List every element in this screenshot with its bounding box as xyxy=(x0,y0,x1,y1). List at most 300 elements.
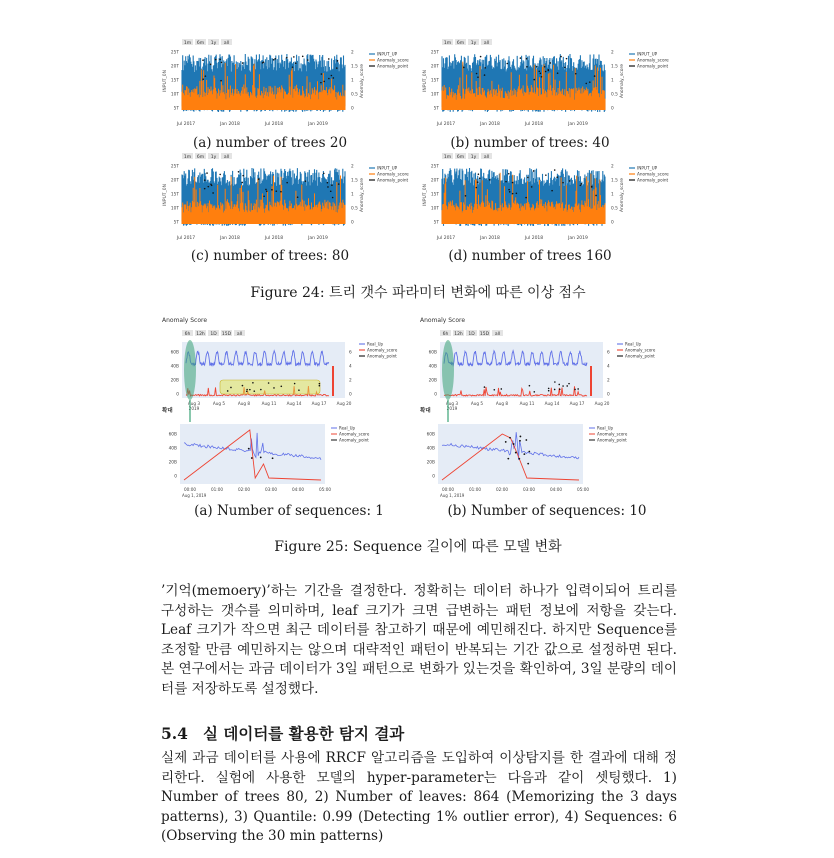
anomaly-point xyxy=(501,388,503,390)
y-right-tick: 2 xyxy=(611,50,614,56)
anomaly-point xyxy=(331,184,333,186)
x-tick: Jul 2017 xyxy=(176,122,196,127)
anomaly-point xyxy=(525,197,527,199)
anomaly-point xyxy=(531,186,533,188)
range-button-label: 1m xyxy=(183,155,192,160)
y-left-label: INPUT_0N xyxy=(163,184,168,206)
chart-title: Anomaly Score xyxy=(162,317,208,324)
zoom-y-tick: 0 xyxy=(432,474,435,480)
x-tick: Aug 5 xyxy=(470,401,484,406)
section-number: 5.4 xyxy=(161,724,188,743)
range-button-label: 1D xyxy=(468,332,475,337)
anomaly-point xyxy=(465,195,467,197)
x-tick: Jan 2018 xyxy=(480,122,500,127)
fig24-panel-b xyxy=(420,38,669,130)
y-left-tick: 5T xyxy=(173,220,179,226)
anomaly-point xyxy=(221,62,223,64)
x-tick: Aug 3 xyxy=(187,401,201,406)
anomaly-point xyxy=(292,66,294,68)
anomaly-point xyxy=(263,195,265,197)
anomaly-point xyxy=(540,73,542,75)
anomaly-point xyxy=(566,385,568,387)
zoom-y-tick: 40B xyxy=(426,446,435,452)
anomaly-point xyxy=(205,75,207,77)
anomaly-point xyxy=(551,190,553,192)
section-heading xyxy=(161,722,404,744)
anomaly-point xyxy=(544,66,546,68)
anomaly-point xyxy=(294,383,296,385)
anomaly-point xyxy=(509,191,511,193)
zoom-anomaly-point xyxy=(527,463,529,465)
zoom-x-tick: 03:00 xyxy=(522,487,536,492)
anomaly-point xyxy=(207,186,209,188)
x-tick: Jan 2018 xyxy=(220,236,240,241)
x-tick: Aug 8 xyxy=(237,401,251,406)
anomaly-point xyxy=(580,185,582,187)
anomaly-point xyxy=(249,389,251,391)
legend-label: Real_Up xyxy=(367,341,384,347)
highlight-box xyxy=(220,380,320,394)
anomaly-point xyxy=(319,385,321,387)
anomaly-point xyxy=(219,59,221,61)
zoom-x-tick: 04:00 xyxy=(291,487,305,492)
section-title: 실 데이터를 활용한 탐지 결과 xyxy=(203,724,405,743)
anomaly-point xyxy=(242,385,244,387)
y-left-label: INPUT_0N xyxy=(423,184,428,206)
anomaly-point xyxy=(286,182,288,184)
anomaly-point xyxy=(280,191,282,193)
anomaly-point xyxy=(489,179,491,181)
zoom-anomaly-point xyxy=(523,453,525,455)
x-tick: Jul 2018 xyxy=(264,236,284,241)
anomaly-point xyxy=(204,188,206,190)
anomaly-point xyxy=(202,78,204,80)
legend-label: Anomaly_score xyxy=(377,57,409,63)
zoom-x-tick: 01:00 xyxy=(468,487,482,492)
legend-label: Anomaly_point xyxy=(637,177,669,183)
body-paragraph-1 xyxy=(161,582,677,700)
y-right-tick: 0 xyxy=(351,220,354,226)
anomaly-point xyxy=(589,81,591,83)
anomaly-point xyxy=(548,388,550,390)
anomaly-point xyxy=(526,58,528,60)
y-right-tick: 1 xyxy=(611,192,614,198)
y-right-tick: 0 xyxy=(351,106,354,112)
y-left-tick: 40B xyxy=(170,364,179,370)
range-button-label: 1y xyxy=(470,41,477,46)
y-left-tick: 25T xyxy=(430,164,439,170)
zoom-anomaly-point xyxy=(515,452,517,454)
highlight-ellipse xyxy=(184,340,196,400)
legend-label: Real_Up xyxy=(625,341,642,347)
y-left-tick: 0 xyxy=(434,392,437,398)
zoom-x-tick: 05:00 xyxy=(576,487,590,492)
y-left-tick: 60B xyxy=(170,350,179,356)
anomaly-point xyxy=(275,190,277,192)
y-right-tick: 6 xyxy=(607,350,610,356)
zoom-y-tick: 20B xyxy=(426,460,435,466)
zoom-legend-label: Real_Up xyxy=(339,425,356,431)
anomaly-point xyxy=(327,186,329,188)
y-right-tick: 4 xyxy=(607,364,610,370)
range-button-label: all xyxy=(494,332,501,337)
anomaly-point xyxy=(548,390,550,392)
range-button-label: 15D xyxy=(479,332,490,337)
y-right-tick: 2 xyxy=(349,378,352,384)
range-button-label: all xyxy=(236,332,243,337)
y-right-label: Anomaly_score xyxy=(360,63,365,99)
anomaly-point xyxy=(564,67,566,69)
anomaly-point xyxy=(302,56,304,58)
anomaly-point xyxy=(206,172,208,174)
anomaly-point xyxy=(566,58,568,60)
anomaly-point xyxy=(242,175,244,177)
anomaly-point xyxy=(478,173,480,175)
y-left-tick: 10T xyxy=(430,92,439,98)
fig25-caption-a: (a) Number of sequences: 1 xyxy=(194,503,384,519)
anomaly-point xyxy=(305,180,307,182)
y-left-tick: 20T xyxy=(170,64,179,70)
anomaly-point xyxy=(328,78,330,80)
y-right-label: Anomaly_score xyxy=(620,177,625,213)
zoom-x-tick: 02:00 xyxy=(237,487,251,492)
zoom-anomaly-point xyxy=(505,441,507,443)
zoom-x-tick: 03:00 xyxy=(264,487,278,492)
range-button-label: all xyxy=(483,41,490,46)
anomaly-point xyxy=(545,71,547,73)
range-button-label: 1m xyxy=(443,41,452,46)
y-right-tick: 1 xyxy=(351,78,354,84)
legend-label: INPUT_UP xyxy=(637,165,658,171)
legend-label: Anomaly_score xyxy=(367,347,398,353)
anomaly-point xyxy=(569,180,571,182)
x-tick: Jul 2018 xyxy=(524,236,544,241)
zoom-anomaly-point xyxy=(272,457,274,459)
anomaly-point xyxy=(219,174,221,176)
anomaly-point xyxy=(220,80,222,82)
anomaly-point xyxy=(204,179,206,181)
anomaly-point xyxy=(295,62,297,64)
figure25-caption: Figure 25: Sequence 길이에 따른 모델 변화 xyxy=(274,539,562,555)
zoom-legend-label: Real_Up xyxy=(597,425,614,431)
x-tick: Jan 2019 xyxy=(568,122,588,127)
range-button-label: all xyxy=(483,155,490,160)
zoom-x-tick: 05:00 xyxy=(318,487,332,492)
legend-label: Anomaly_score xyxy=(625,347,656,353)
y-left-tick: 20T xyxy=(430,64,439,70)
y-left-tick: 25T xyxy=(170,164,179,170)
anomaly-point xyxy=(577,388,579,390)
anomaly-point xyxy=(526,66,528,68)
zoom-legend-label: Anomaly_score xyxy=(339,431,370,437)
zoom-legend-label: Anomaly_point xyxy=(597,437,627,443)
x-tick: Aug 17 xyxy=(311,401,327,406)
anomaly-point xyxy=(562,385,564,387)
range-button-label: 1D xyxy=(210,332,217,337)
y-right-tick: 1 xyxy=(351,192,354,198)
y-left-tick: 20T xyxy=(430,178,439,184)
y-right-tick: 0 xyxy=(607,392,610,398)
y-right-tick: 2 xyxy=(351,50,354,56)
anomaly-point xyxy=(252,382,254,384)
x-tick: 2019 xyxy=(188,406,200,411)
y-right-tick: 2 xyxy=(351,164,354,170)
anomaly-point xyxy=(297,196,299,198)
y-right-tick: 2 xyxy=(607,378,610,384)
fig24-caption-a: (a) number of trees 20 xyxy=(192,135,348,151)
anomaly-point xyxy=(558,384,560,386)
fig24-panel-d xyxy=(420,152,669,244)
zoom-anomaly-point xyxy=(513,443,515,445)
zoom-anomaly-point xyxy=(251,457,253,459)
anomaly-point xyxy=(506,63,508,65)
x-tick: Aug 8 xyxy=(495,401,509,406)
range-button-label: all xyxy=(223,41,230,46)
legend-label: INPUT_UP xyxy=(637,51,658,57)
range-button-label: 12h xyxy=(454,332,463,337)
y-right-tick: 1 xyxy=(611,78,614,84)
x-tick: Aug 3 xyxy=(445,401,459,406)
anomaly-point xyxy=(273,59,275,61)
anomaly-point xyxy=(330,190,332,192)
anomaly-point xyxy=(533,391,535,393)
anomaly-point xyxy=(286,57,288,59)
anomaly-point xyxy=(293,56,295,58)
legend-label: Anomaly_point xyxy=(377,63,409,69)
zoom-anomaly-point xyxy=(525,439,527,441)
anomaly-point xyxy=(210,64,212,66)
y-left-tick: 25T xyxy=(170,50,179,56)
x-tick: Jan 2019 xyxy=(568,236,588,241)
anomaly-point xyxy=(533,170,535,172)
y-left-tick: 10T xyxy=(430,206,439,212)
zoom-y-tick: 60B xyxy=(426,432,435,438)
y-left-tick: 15T xyxy=(430,78,439,84)
y-right-tick: 0.5 xyxy=(611,92,618,98)
anomaly-point xyxy=(258,178,260,180)
legend-label: Anomaly_score xyxy=(637,57,669,63)
legend-label: Anomaly_point xyxy=(625,353,655,359)
anomaly-point xyxy=(215,59,217,61)
anomaly-point xyxy=(262,62,264,64)
range-button-label: 6h xyxy=(442,332,449,337)
legend-label: Anomaly_score xyxy=(377,171,409,177)
y-left-tick: 20T xyxy=(170,178,179,184)
range-button-label: 1m xyxy=(183,41,192,46)
x-tick: Aug 11 xyxy=(261,401,277,406)
x-tick: Jan 2018 xyxy=(480,236,500,241)
x-tick: Aug 11 xyxy=(519,401,535,406)
y-right-label: Anomaly_score xyxy=(620,63,625,99)
range-button-label: 1y xyxy=(470,155,477,160)
y-left-tick: 60B xyxy=(428,350,437,356)
anomaly-point xyxy=(508,173,510,175)
x-tick: Jan 2018 xyxy=(220,122,240,127)
anomaly-point xyxy=(321,73,323,75)
fig24-caption-b: (b) number of trees: 40 xyxy=(450,135,610,151)
zoom-x-tick: 00:00 xyxy=(441,487,455,492)
anomaly-point xyxy=(595,195,597,197)
x-tick: 2019 xyxy=(446,406,458,411)
zoom-x-tick: 01:00 xyxy=(210,487,224,492)
anomaly-point xyxy=(476,73,478,75)
anomaly-point xyxy=(575,73,577,75)
x-tick: Jul 2018 xyxy=(264,122,284,127)
anomaly-point xyxy=(210,184,212,186)
anomaly-point xyxy=(562,182,564,184)
y-left-tick: 0 xyxy=(176,392,179,398)
zoom-y-tick: 20B xyxy=(168,460,177,466)
range-button-label: 6m xyxy=(196,41,205,46)
zoom-x-tick: 04:00 xyxy=(549,487,563,492)
y-left-tick: 20B xyxy=(170,378,179,384)
anomaly-point xyxy=(274,58,276,60)
y-right-tick: 1.5 xyxy=(351,178,358,184)
anomaly-point xyxy=(253,390,255,392)
range-button-label: 12h xyxy=(196,332,205,337)
x-tick: Aug 14 xyxy=(544,401,560,406)
y-right-tick: 2 xyxy=(611,164,614,170)
anomaly-point xyxy=(271,189,273,191)
anomaly-point xyxy=(585,83,587,85)
anomaly-point xyxy=(265,189,267,191)
zoom-label: 확대 xyxy=(162,408,173,414)
y-left-label: INPUT_0N xyxy=(423,70,428,92)
anomaly-point xyxy=(280,385,282,387)
anomaly-point xyxy=(479,177,481,179)
range-button-label: 6m xyxy=(456,155,465,160)
chart-title: Anomaly Score xyxy=(420,317,466,324)
zoom-anomaly-point xyxy=(528,451,530,453)
anomaly-point xyxy=(554,389,556,391)
zoom-anomaly-point xyxy=(507,458,509,460)
zoom-legend-label: Anomaly_score xyxy=(597,431,628,437)
anomaly-point xyxy=(557,72,559,74)
fig25-panel-b xyxy=(418,314,658,499)
anomaly-point xyxy=(560,56,562,58)
y-left-tick: 10T xyxy=(170,92,179,98)
anomaly-point xyxy=(533,79,535,81)
anomaly-point xyxy=(260,389,262,391)
zoom-y-tick: 0 xyxy=(174,474,177,480)
anomaly-point xyxy=(476,187,478,189)
anomaly-point xyxy=(554,169,556,171)
anomaly-point xyxy=(319,383,321,385)
anomaly-point xyxy=(477,181,479,183)
paragraph-1-text: ’기억(memoery)’하는 기간을 결정한다. 정확히는 데이터 하나가 입력이되어 트리를 구성하는 갯수를 의미하며, leaf 크기가 크면 급변하는 패턴 정보에 저항을 갖는다. Leaf 크기가 작으면 최근 데이터를 참고하기 때문에 예민해진다. 하지만 Sequence를 조정할 만큼 예민하지는 않으며 대략적인 패턴이 반복되는 기간 값으로 설정하면 된다. 본 연구에서는 과금 데이터가 3일 패턴으로 변화가 있는것을 확인하여, 3일 분량의 데이터를 저장하도록 설정했다. xyxy=(161,583,677,697)
anomaly-point xyxy=(594,75,596,77)
y-left-tick: 15T xyxy=(170,78,179,84)
x-tick: Aug 5 xyxy=(212,401,226,406)
anomaly-point xyxy=(266,190,268,192)
zoom-x-tick: 02:00 xyxy=(495,487,509,492)
zoom-label: 확대 xyxy=(420,408,431,414)
x-tick: Aug 20 xyxy=(594,401,610,406)
y-right-tick: 0.5 xyxy=(351,92,358,98)
legend-label: INPUT_UP xyxy=(377,165,398,171)
zoom-anomaly-point xyxy=(509,437,511,439)
anomaly-point xyxy=(337,60,339,62)
zoom-date: Aug 1, 2019 xyxy=(182,493,207,498)
legend-label: Anomaly_point xyxy=(367,353,397,359)
anomaly-point xyxy=(574,389,576,391)
anomaly-point xyxy=(527,177,529,179)
y-right-tick: 1.5 xyxy=(611,64,618,70)
anomaly-point xyxy=(480,56,482,58)
x-tick: Jan 2019 xyxy=(308,122,328,127)
anomaly-point xyxy=(554,381,556,383)
legend-label: Anomaly_point xyxy=(637,63,669,69)
zoom-date: Aug 1, 2019 xyxy=(440,493,465,498)
anomaly-point xyxy=(242,62,244,64)
figure24-caption: Figure 24: 트리 갯수 파라미터 변화에 따른 이상 점수 xyxy=(250,285,586,301)
anomaly-point xyxy=(568,383,570,385)
y-left-tick: 5T xyxy=(173,106,179,112)
anomaly-point xyxy=(273,387,275,389)
x-tick: Aug 17 xyxy=(569,401,585,406)
fig24-caption-c: (c) number of trees: 80 xyxy=(190,248,350,264)
zoom-anomaly-point xyxy=(260,457,262,459)
anomaly-point xyxy=(538,71,540,73)
fig25-caption-b: (b) Number of sequences: 10 xyxy=(447,503,647,519)
anomaly-point xyxy=(333,77,335,79)
anomaly-point xyxy=(516,193,518,195)
fig24-panel-c xyxy=(160,152,409,244)
zoom-anomaly-point xyxy=(518,458,520,460)
anomaly-point xyxy=(332,197,334,199)
anomaly-point xyxy=(536,66,538,68)
zoom-y-tick: 40B xyxy=(168,446,177,452)
anomaly-point xyxy=(202,59,204,61)
anomaly-point xyxy=(505,181,507,183)
highlight-ellipse xyxy=(442,340,454,400)
body-paragraph-2 xyxy=(161,749,677,847)
y-left-tick: 20B xyxy=(428,378,437,384)
legend-label: Anomaly_point xyxy=(377,177,409,183)
y-right-tick: 0.5 xyxy=(611,206,618,212)
range-button-label: 1m xyxy=(443,155,452,160)
anomaly-point xyxy=(493,389,495,391)
anomaly-point xyxy=(336,67,338,69)
anomaly-point xyxy=(298,389,300,391)
anomaly-point xyxy=(520,57,522,59)
range-button-label: 6h xyxy=(184,332,191,337)
anomaly-point xyxy=(241,182,243,184)
y-right-tick: 0 xyxy=(611,106,614,112)
anomaly-point xyxy=(328,58,330,60)
y-right-tick: 1.5 xyxy=(611,178,618,184)
anomaly-point xyxy=(230,387,232,389)
anomaly-point xyxy=(246,389,248,391)
anomaly-point xyxy=(320,82,322,84)
anomaly-point xyxy=(591,186,593,188)
anomaly-point xyxy=(323,173,325,175)
anomaly-point xyxy=(238,171,240,173)
anomaly-point xyxy=(556,176,558,178)
anomaly-point xyxy=(463,67,465,69)
range-button-label: 1y xyxy=(210,41,217,46)
anomaly-point xyxy=(512,193,514,195)
x-tick: Aug 20 xyxy=(336,401,352,406)
anomaly-point xyxy=(212,192,214,194)
y-left-tick: 15T xyxy=(170,192,179,198)
fig25-panel-a xyxy=(160,314,400,499)
y-left-tick: 25T xyxy=(430,50,439,56)
anomaly-point xyxy=(548,70,550,72)
paragraph-2-text: 실제 과금 데이터를 사용에 RRCF 알고리즘을 도입하여 이상탐지를 한 결과에 대해 정리한다. 실험에 사용한 모델의 hyper-parameter는 다음과 같이 셋팅했다. 1) Number of trees 80, 2) Number of leaves: 864 (Memorizing the 3 days patterns), 3) Quantile: 0.99 (Detecting 1% outlier error), 4) Sequences: 6 (Observing the 30 min patterns) xyxy=(161,750,677,845)
x-tick: Jan 2019 xyxy=(308,236,328,241)
x-tick: Jul 2018 xyxy=(524,122,544,127)
